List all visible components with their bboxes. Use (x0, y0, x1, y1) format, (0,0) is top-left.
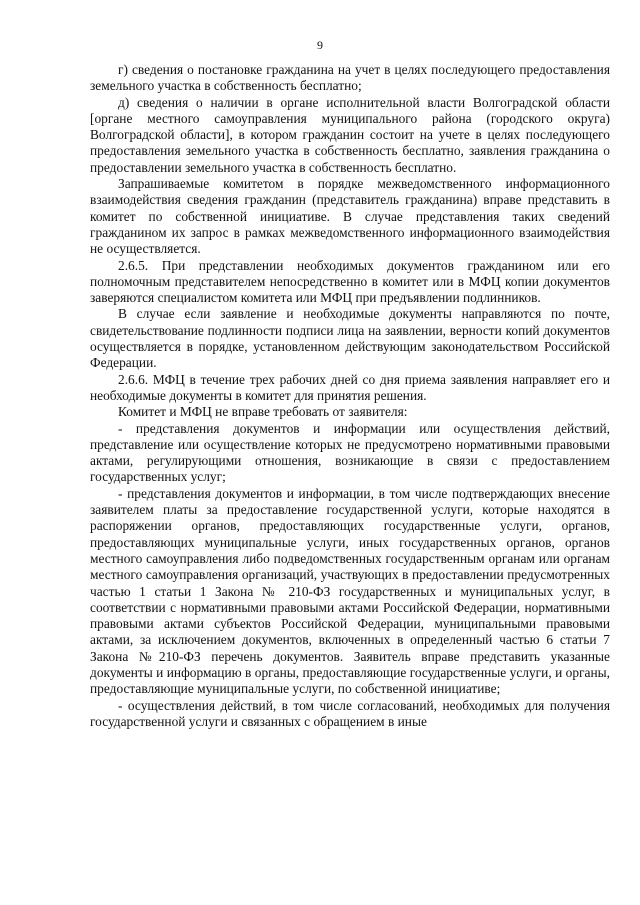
document-body (90, 62, 610, 730)
paragraph-interagency-request: Запрашиваемые комитетом в порядке межведомственного информационного взаимодействия сведения гражданин (представитель гражданина) вправе представить в комитет по собственной инициативе. В случае представления таких сведений гражданином их запрос в рамках межведомственного информационного взаимодействия не осуществляется. (90, 176, 610, 257)
list-item-actions-approvals: - осуществления действий, в том числе согласований, необходимых для получения государственной услуги и связанных с обращением в иные (90, 697, 610, 729)
page-number: 9 (317, 38, 323, 52)
paragraph-2-6-6: 2.6.6. МФЦ в течение трех рабочих дней со дня приема заявления направляет его и необходимые документы в комитет для принятия решения. (90, 371, 610, 403)
list-item-documents-not-required: - представления документов и информации или осуществления действий, представление или осуществление которых не предусмотрено нормативными правовыми актами, регулирующими отношения, возникающие в связи с предоставлением государственных услуг; (90, 420, 610, 485)
paragraph-2-6-5: 2.6.5. При представлении необходимых документов гражданином или его полномочным представителем непосредственно в комитет или в МФЦ копии документов заверяются специалистом комитета или МФЦ при предъявлении подлинников. (90, 257, 610, 306)
paragraph-not-entitled-intro: Комитет и МФЦ не вправе требовать от заявителя: (118, 404, 408, 420)
list-item-documents-held-by-agencies: - представления документов и информации, в том числе подтверждающих внесение заявителем платы за предоставление государственной услуги, которые находятся в распоряжении органов, предоставляющих государственные услуги, органов, предоставляющих муниципальные услуги, иных государственных органов, органов местного самоуправления либо подведомственных государственным органам или органам местного самоуправления организаций, участвующих в предоставлении предусмотренных частью 1 статьи 1 Закона № 210-ФЗ государственных и муниципальных услуг, в соответствии с нормативными правовыми актами Российской Федерации, нормативными правовыми актами субъектов Российской Федерации, муниципальными правовыми актами, за исключением документов, включенных в определенный частью 6 статьи 7 Закона №210-ФЗ перечень документов. Заявитель вправе представить указанные документы и информацию в органы, предоставляющие государственные услуги, и органы, предоставляющие муниципальные услуги, по собственной инициативе; (90, 485, 610, 697)
paragraph-postal-submission: В случае если заявление и необходимые документы направляются по почте, свидетельствование подлинности подписи лица на заявлении, верности копий документов осуществляется в порядке, установленном действующим законодательством Российской Федерации. (90, 306, 610, 371)
paragraph-item-d: д) сведения о наличии в органе исполнительной власти Волгоградской области [органе местного самоуправления муниципального района (городского округа) Волгоградской области], в котором гражданин состоит на учете в целях последующего предоставления земельного участка в собственность бесплатно, заявления гражданина о предоставлении земельного участка в собственность бесплатно. (90, 94, 610, 175)
paragraph-item-g: г) сведения о постановке гражданина на учет в целях последующего предоставления земельного участка в собственность бесплатно; (90, 62, 610, 94)
